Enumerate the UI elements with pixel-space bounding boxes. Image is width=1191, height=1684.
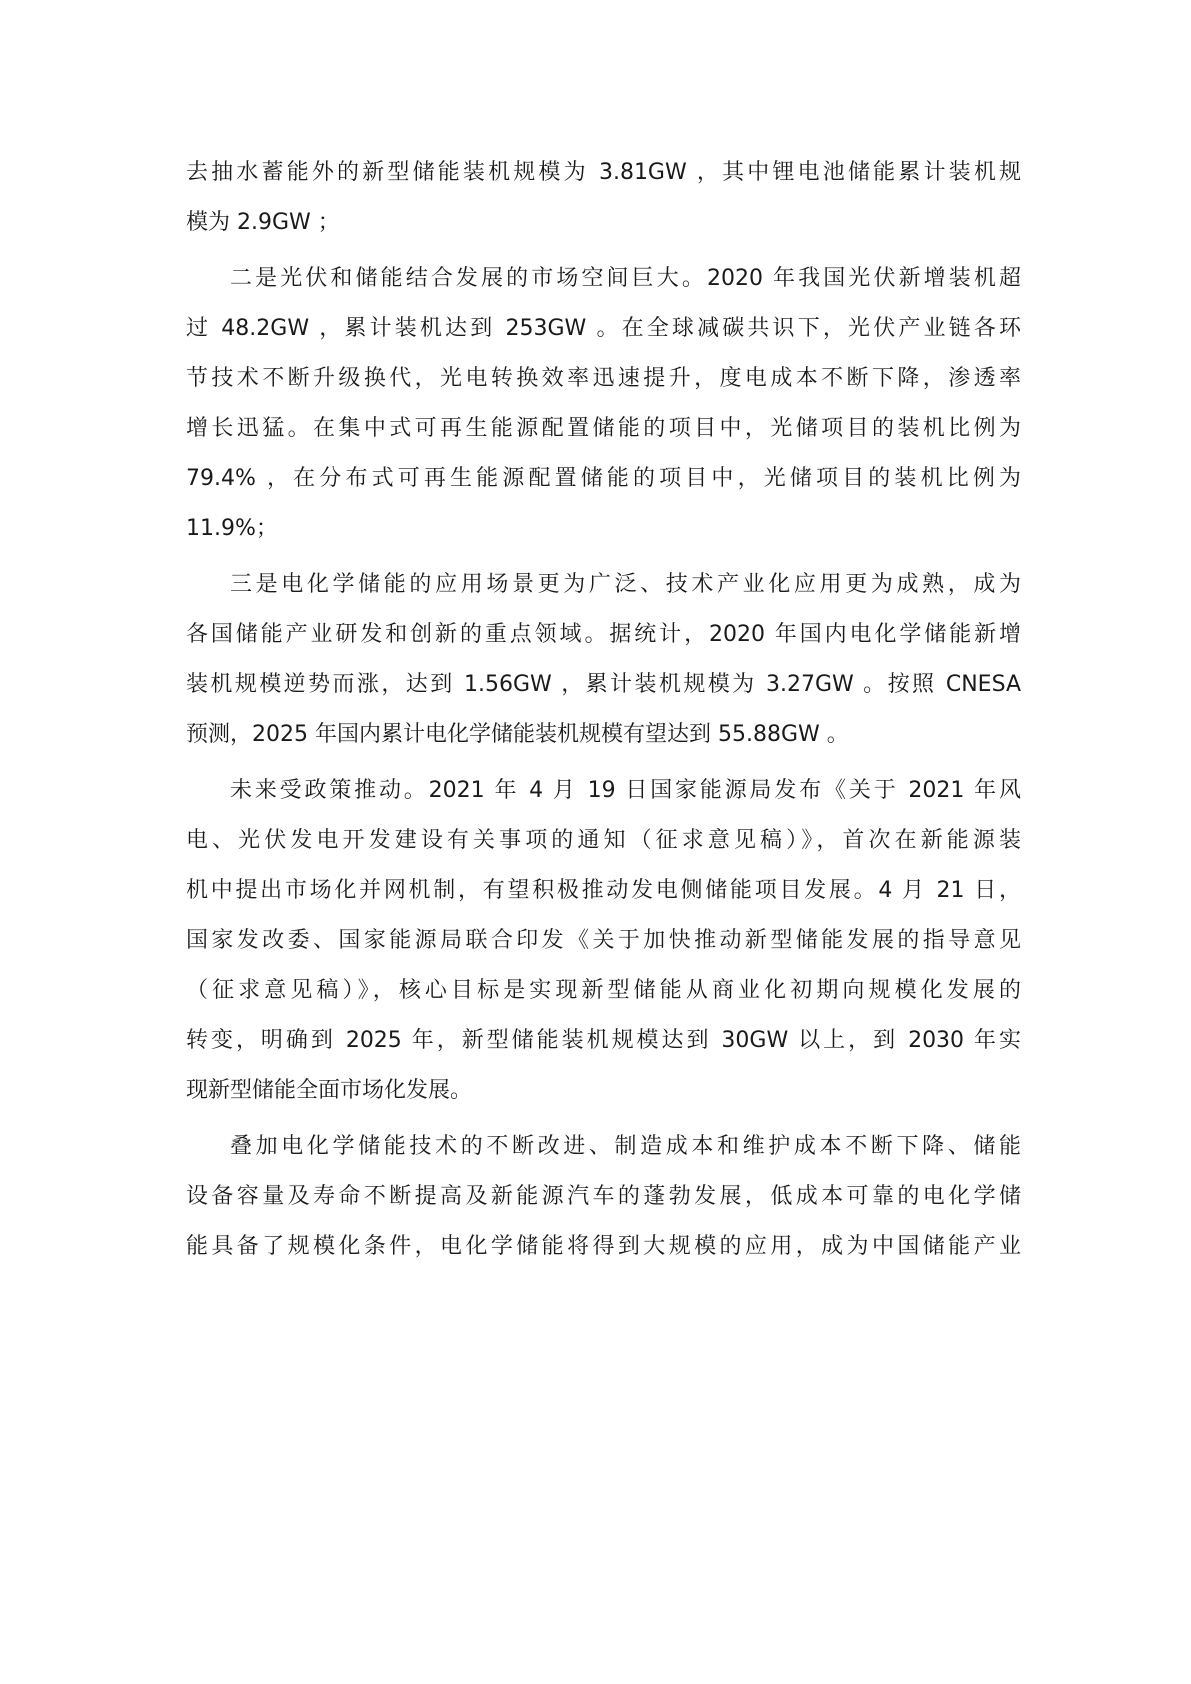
- text-line: 机中提出市场化并网机制，有望积极推动发电侧储能项目发展。4 月 21 日，: [186, 878, 1021, 903]
- text-line: 去抽水蓄能外的新型储能装机规模为 3.81GW ，其中锂电池储能累计装机规: [186, 160, 1021, 185]
- text-line: 11.9%；: [186, 516, 278, 541]
- paragraph-3: [186, 560, 1021, 760]
- text-line: 模为 2.9GW ；: [186, 210, 340, 235]
- paragraph-2: [186, 254, 1021, 554]
- text-line: 国家发改委、国家能源局联合印发《关于加快推动新型储能发展的指导意见: [186, 928, 1021, 953]
- text-line: （征求意见稿）》，核心目标是实现新型储能从商业化初期向规模化发展的: [186, 978, 1021, 1003]
- text-line: 各国储能产业研发和创新的重点领域。据统计，2020 年国内电化学储能新增: [186, 622, 1021, 647]
- paragraph-4: [186, 766, 1021, 1116]
- text-line: 转变，明确到 2025 年，新型储能装机规模达到 30GW 以上，到 2030 年实: [186, 1028, 1021, 1053]
- text-line: 节技术不断升级换代，光电转换效率迅速提升，度电成本不断下降，渗透率: [186, 366, 1021, 391]
- text-line: 79.4% ，在分布式可再生能源配置储能的项目中，光储项目的装机比例为: [186, 466, 1021, 491]
- text-line: 叠加电化学储能技术的不断改进、制造成本和维护成本不断下降、储能: [230, 1134, 1021, 1159]
- text-line: 增长迅猛。在集中式可再生能源配置储能的项目中，光储项目的装机比例为: [186, 416, 1021, 441]
- text-line: 装机规模逆势而涨，达到 1.56GW ，累计装机规模为 3.27GW 。按照 CNESA: [186, 672, 1021, 697]
- text-line: 电、光伏发电开发建设有关事项的通知（征求意见稿）》，首次在新能源装: [186, 828, 1021, 853]
- text-line: 三是电化学储能的应用场景更为广泛、技术产业化应用更为成熟，成为: [230, 572, 1021, 597]
- text-line: 预测，2025 年国内累计电化学储能装机规模有望达到 55.88GW 。: [186, 722, 849, 747]
- paragraph-1: [186, 148, 1021, 248]
- text-line: 未来受政策推动。2021 年 4 月 19 日国家能源局发布《关于 2021 年风: [230, 778, 1021, 803]
- text-line: 能具备了规模化条件，电化学储能将得到大规模的应用，成为中国储能产业: [186, 1234, 1021, 1259]
- text-line: 设备容量及寿命不断提高及新能源汽车的蓬勃发展，低成本可靠的电化学储: [186, 1184, 1021, 1209]
- paragraph-5: [186, 1122, 1021, 1272]
- text-line: 二是光伏和储能结合发展的市场空间巨大。2020 年我国光伏新增装机超: [230, 266, 1021, 291]
- document-body: [186, 148, 1021, 1272]
- text-line: 过 48.2GW ，累计装机达到 253GW 。在全球减碳共识下，光伏产业链各环: [186, 316, 1021, 341]
- text-line: 现新型储能全面市场化发展。: [186, 1078, 473, 1103]
